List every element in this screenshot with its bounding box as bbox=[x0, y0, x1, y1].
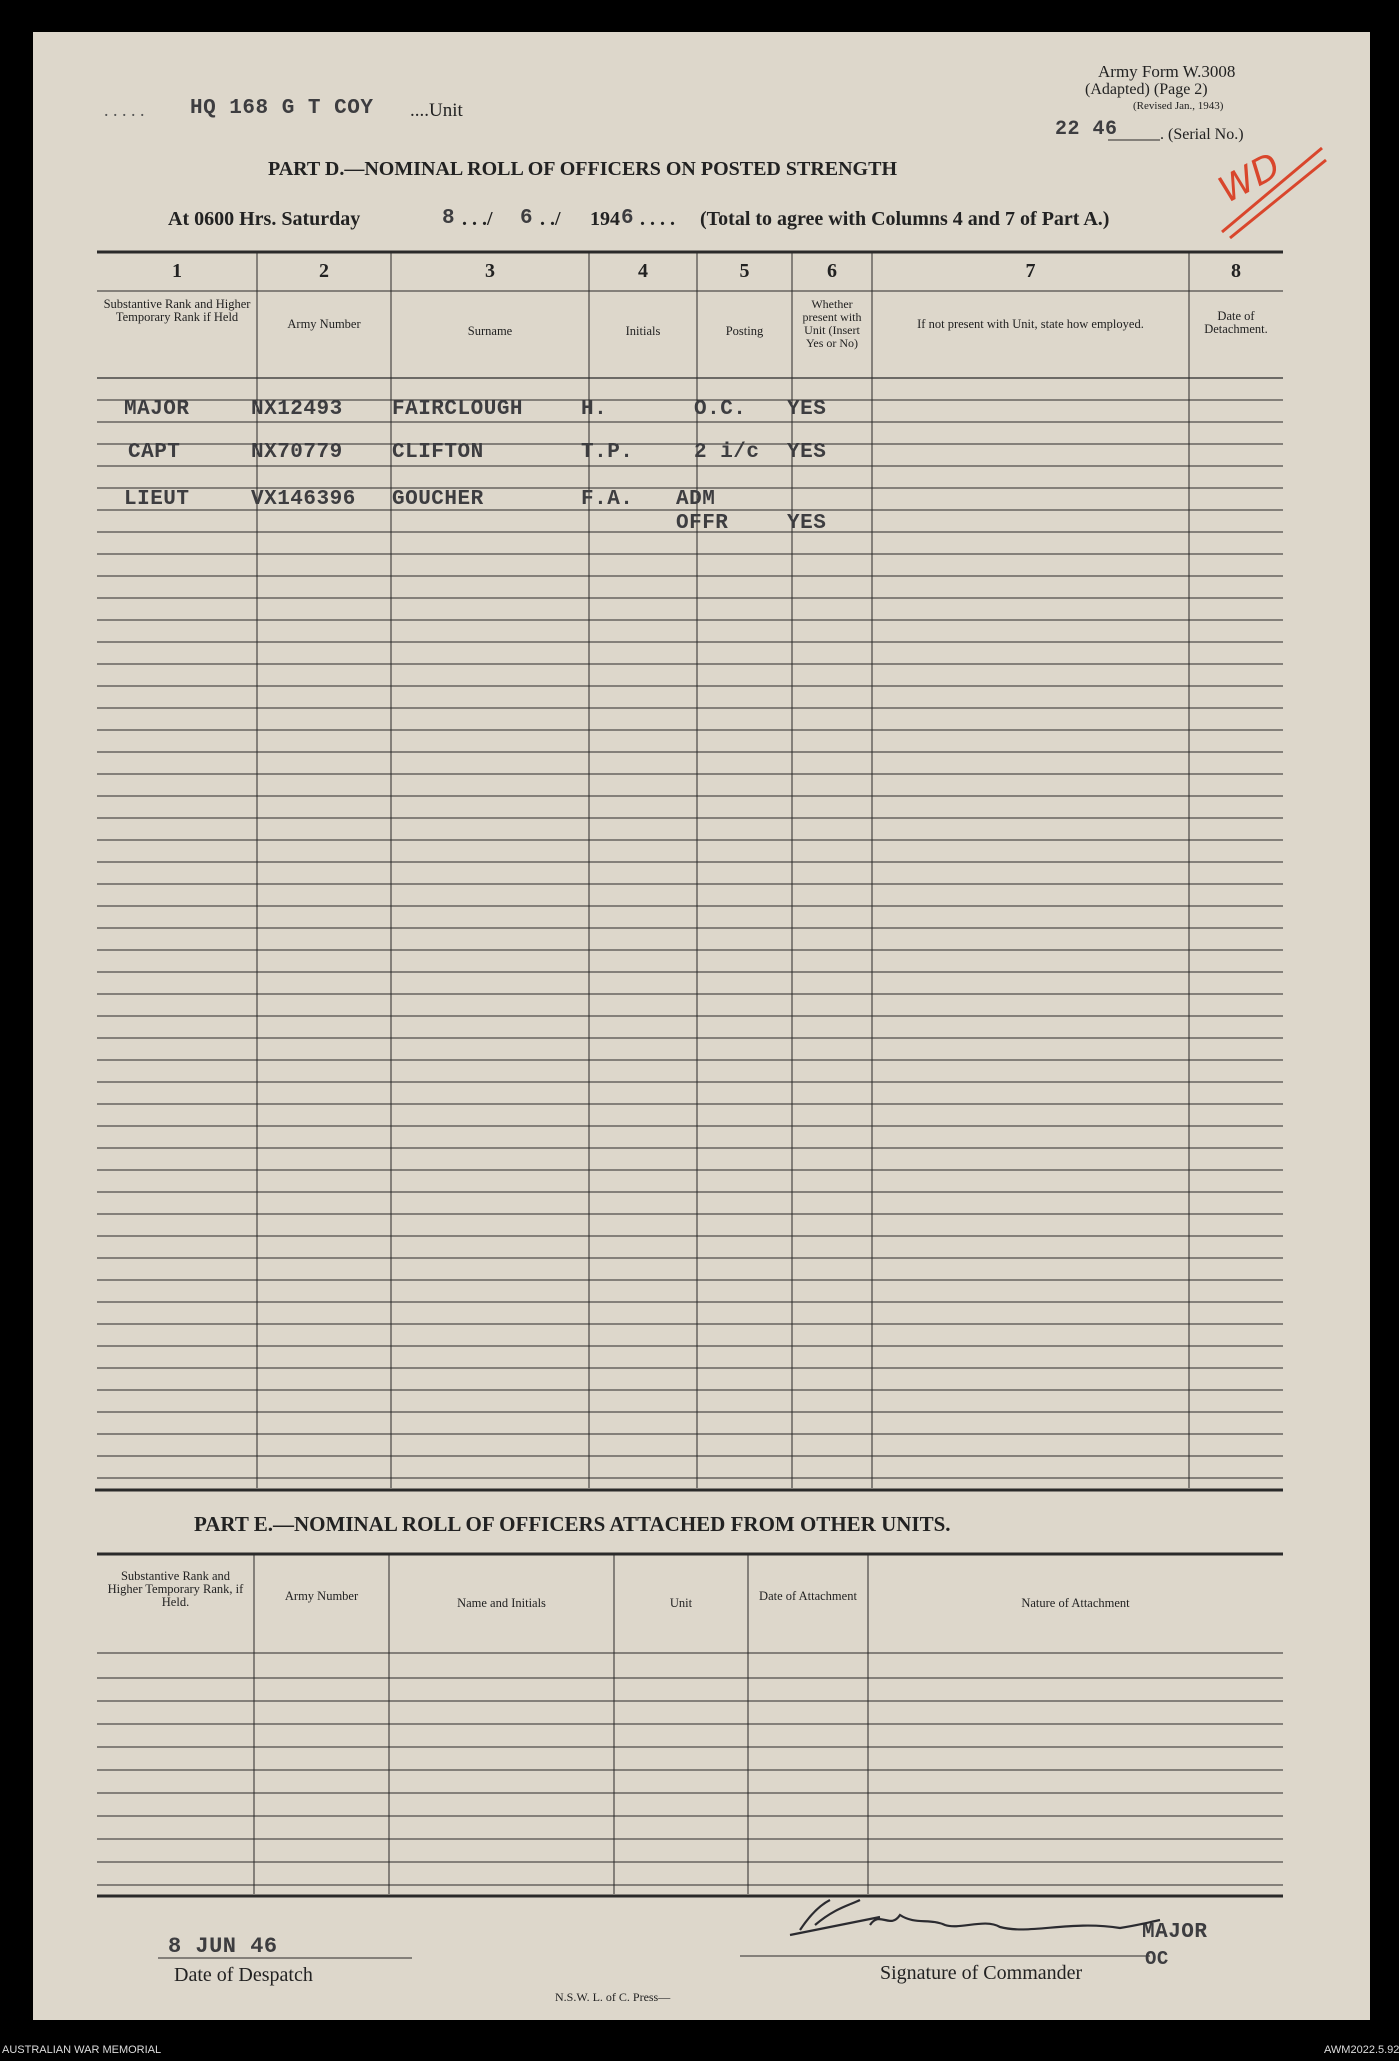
date-line-prefix: At 0600 Hrs. Saturday bbox=[168, 208, 361, 230]
part-d-cell-posting: ADM OFFR bbox=[676, 488, 729, 535]
despatch-label: Date of Despatch bbox=[174, 1964, 313, 1986]
part-d-cell-posting: 2 i/c bbox=[694, 441, 760, 464]
part-d-column-header: Substantive Rank and Higher Temporary Rank if Held bbox=[103, 297, 251, 324]
part-d-column-number: 2 bbox=[319, 260, 329, 282]
part-d-column-number: 1 bbox=[172, 260, 182, 282]
part-e-column-header: Name and Initials bbox=[457, 1596, 546, 1610]
date-sep-2: . ./ bbox=[540, 208, 561, 230]
part-d-cell-initials: H. bbox=[581, 398, 608, 421]
part-d-cell-surname: FAIRCLOUGH bbox=[392, 398, 524, 421]
part-d-cell-present: YES bbox=[787, 512, 827, 535]
part-d-cell-number: VX146396 bbox=[251, 488, 356, 511]
form-revised: (Revised Jan., 1943) bbox=[1133, 100, 1224, 112]
unit-label: ....Unit bbox=[410, 100, 463, 121]
part-d-cell-surname: GOUCHER bbox=[392, 488, 484, 511]
part-d-column-number: 7 bbox=[1025, 260, 1036, 282]
serial-label: . (Serial No.) bbox=[1160, 126, 1244, 143]
part-d-column-header: Army Number bbox=[287, 317, 361, 331]
part-e-column-header: Unit bbox=[669, 1596, 693, 1610]
commander-rank: MAJOR bbox=[1142, 1921, 1208, 1944]
date-day: 8 bbox=[442, 207, 456, 230]
commander-role: OC bbox=[1145, 1948, 1169, 1970]
signature-label: Signature of Commander bbox=[880, 1962, 1083, 1984]
date-line-suffix: (Total to agree with Columns 4 and 7 of Part A.) bbox=[700, 208, 1110, 230]
unit-value: HQ 168 G T COY bbox=[190, 97, 374, 120]
date-sep-3: . . . . bbox=[640, 208, 675, 230]
date-month: 6 bbox=[520, 207, 534, 230]
part-d-cell-rank: MAJOR bbox=[124, 398, 190, 421]
part-e-column-header: Nature of Attachment bbox=[1021, 1596, 1130, 1610]
part-e-column-header: Army Number bbox=[284, 1589, 359, 1603]
form-adapted: (Adapted) (Page 2) bbox=[1085, 81, 1208, 98]
part-d-cell-number: NX70779 bbox=[251, 441, 343, 464]
part-d-cell-surname: CLIFTON bbox=[392, 441, 484, 464]
date-year: 194 bbox=[590, 208, 620, 230]
part-d-cell-rank: CAPT bbox=[128, 441, 181, 464]
red-annotation: WD bbox=[1212, 145, 1288, 212]
part-d-column-number: 8 bbox=[1231, 260, 1241, 282]
part-d-column-header: Surname bbox=[467, 324, 513, 338]
part-d-cell-rank: LIEUT bbox=[124, 488, 190, 511]
part-d-column-header: If not present with Unit, state how employed. bbox=[917, 317, 1144, 331]
caption-left: AUSTRALIAN WAR MEMORIAL bbox=[2, 2044, 162, 2056]
part-d-column-number: 5 bbox=[739, 260, 750, 282]
part-d-cell-number: NX12493 bbox=[251, 398, 343, 421]
part-e-column-header: Date of Attachment bbox=[759, 1589, 857, 1603]
part-d-title: PART D.—NOMINAL ROLL OF OFFICERS ON POSTED STRENGTH bbox=[268, 158, 898, 180]
part-d-column-header: Posting bbox=[725, 324, 764, 338]
printer-imprint: N.S.W. L. of C. Press— bbox=[555, 1990, 671, 2004]
part-d-cell-present: YES bbox=[787, 398, 827, 421]
part-d-cell-present: YES bbox=[787, 441, 827, 464]
part-d-column-header: Date of Detachment. bbox=[1204, 309, 1268, 336]
part-d-column-number: 3 bbox=[485, 260, 495, 282]
part-d-cell-initials: T.P. bbox=[581, 441, 634, 464]
part-e-title: PART E.—NOMINAL ROLL OF OFFICERS ATTACHED FROM OTHER UNITS. bbox=[194, 1512, 951, 1536]
part-d-cell-posting: O.C. bbox=[694, 398, 747, 421]
caption-right: AWM2022.5.92 bbox=[1324, 2044, 1399, 2056]
part-d-column-header: Whether present with Unit (Insert Yes or No) bbox=[802, 297, 862, 350]
despatch-date: 8 JUN 46 bbox=[168, 1934, 278, 1959]
part-d-column-number: 4 bbox=[638, 260, 648, 282]
part-d-column-header: Initials bbox=[625, 324, 661, 338]
unit-leader-dots: . . . . . bbox=[104, 100, 145, 120]
part-d-column-number: 6 bbox=[827, 260, 837, 282]
serial-value: 22 46 bbox=[1055, 118, 1118, 141]
part-d-cell-initials: F.A. bbox=[581, 488, 634, 511]
part-e-column-header: Substantive Rank and Higher Temporary Rank, if Held. bbox=[107, 1569, 244, 1609]
date-year-typed: 6 bbox=[621, 207, 635, 230]
form-number: Army Form W.3008 bbox=[1098, 62, 1236, 81]
date-sep-1: . . ./ bbox=[462, 208, 493, 230]
